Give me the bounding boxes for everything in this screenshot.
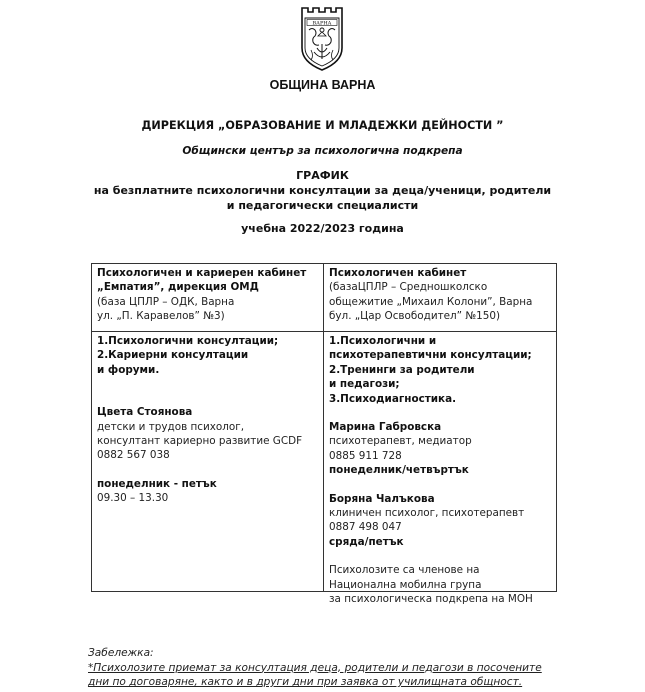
left-address-line1: (база ЦПЛР – ОДК, Варна (97, 295, 235, 308)
column-divider (323, 264, 324, 591)
right-service: и педагози; (329, 378, 400, 391)
specialist-phone: 0882 567 038 (97, 449, 170, 462)
specialist-role: клиничен психолог, психотерапевт (329, 507, 525, 520)
right-address-line2: общежитие „Михаил Колони”, Варна (329, 295, 533, 308)
schedule-subtitle (0, 183, 645, 213)
specialist-name: Марина Габровска (329, 421, 442, 434)
left-service: 1.Психологични консултации; (97, 335, 279, 347)
note-line1: *Психолозите приемат за консултация деца, родители и педагози в посочените (88, 661, 542, 674)
specialist-days: понеделник/четвъртък (329, 464, 469, 477)
directorate-heading: ДИРЕКЦИЯ „ОБРАЗОВАНИЕ И МЛАДЕЖКИ ДЕЙНОСТИ ” (141, 119, 504, 132)
left-days: понеделник - петък (97, 477, 217, 490)
right-service: психотерапевтични консултации; (329, 349, 532, 362)
left-service: и форуми. (97, 363, 160, 376)
membership-line2: Национална мобилна група (329, 578, 482, 591)
specialist-role: психотерапевт, медиатор (329, 435, 472, 448)
right-service: 1.Психологични и (329, 335, 437, 347)
specialist-role: детски и трудов психолог, (97, 420, 245, 433)
specialist-name: Цвета Стоянова (97, 406, 193, 419)
school-year: учебна 2022/2023 година (241, 222, 404, 235)
left-address-line2: ул. „П. Каравелов” №3) (97, 310, 225, 323)
left-office-title-line2: „Емпатия”, дирекция ОМД (97, 281, 259, 294)
left-office-title-line1: Психологичен и кариерен кабинет (97, 267, 307, 279)
right-details-cell (329, 334, 555, 607)
right-address-line3: бул. „Цар Освободител” №150) (329, 310, 501, 323)
varna-coat-of-arms-icon (296, 4, 348, 72)
right-office-cell (329, 266, 555, 324)
right-office-title: Психологичен кабинет (329, 267, 467, 279)
left-hours: 09.30 – 13.30 (97, 492, 169, 505)
municipality-name: ОБЩИНА ВАРНА (269, 78, 376, 92)
specialist-name: Боряна Чалъкова (329, 492, 435, 505)
specialist-phone: 0887 498 047 (329, 521, 402, 534)
right-address-line1: (базаЦПЛР – Средношколско (329, 281, 488, 294)
schedule-table (91, 263, 557, 606)
schedule-subtitle-line2: и педагогически специалисти (226, 199, 419, 212)
left-service: 2.Кариерни консултации (97, 349, 249, 362)
row-divider (92, 331, 556, 332)
right-service: 2.Тренинги за родители (329, 363, 475, 376)
left-details-cell (97, 334, 319, 506)
schedule-subtitle-line1: на безплатните психологични консултации за деца/ученици, родители (93, 184, 552, 197)
specialist-role: консултант кариерно развитие GCDF (97, 435, 303, 448)
specialist-phone: 0885 911 728 (329, 449, 402, 462)
left-office-cell (97, 266, 319, 324)
crest-label: ВАРНА (312, 20, 332, 27)
right-service: 3.Психодиагностика. (329, 392, 457, 405)
schedule-title: ГРАФИК (296, 169, 349, 182)
note-section (88, 646, 542, 690)
center-name: Общински център за психологична подкрепа (182, 145, 463, 157)
note-label: Забележка: (88, 647, 154, 659)
membership-line3: за психологическа подкрепа на МОН (329, 593, 533, 606)
membership-line1: Психолозите са членове на (329, 564, 480, 577)
specialist-days: сряда/петък (329, 535, 404, 548)
note-line2: дни по договаряне, както и в други дни при заявка от училищната общност. (88, 676, 523, 688)
